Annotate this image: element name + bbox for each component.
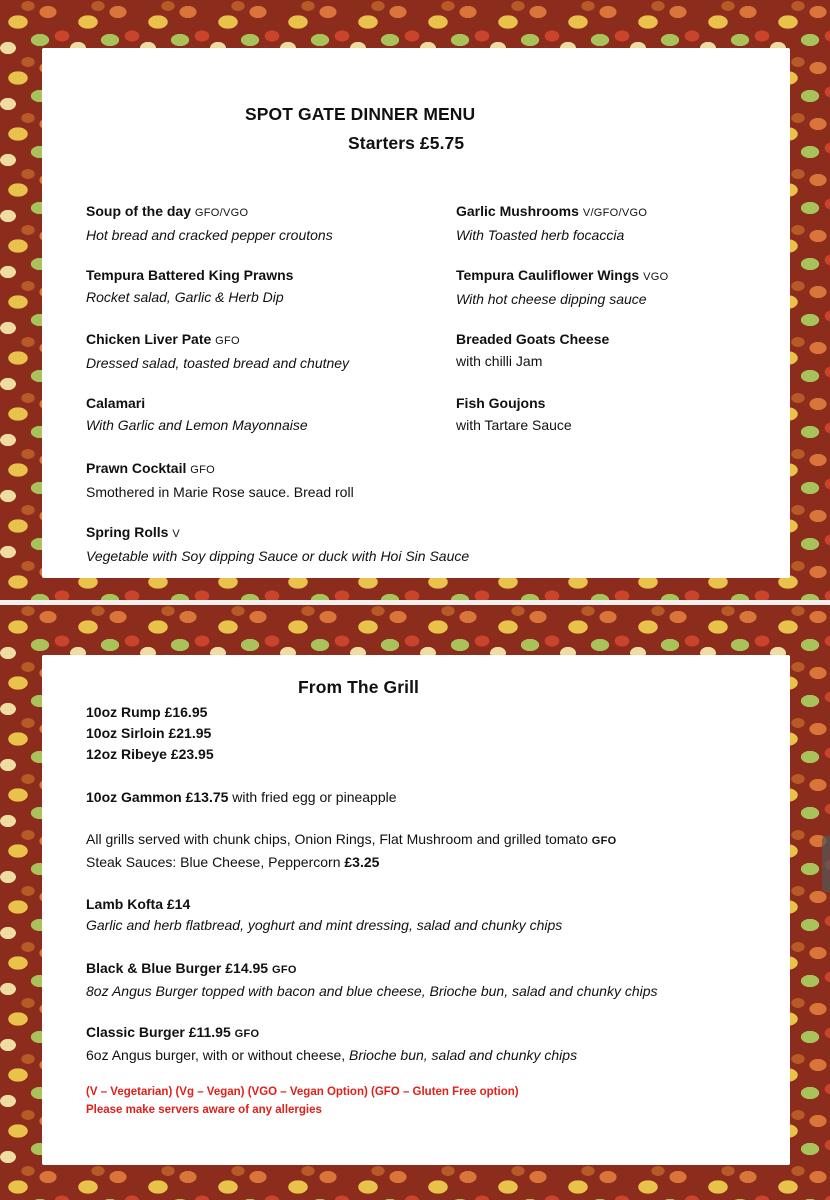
starter-desc: with Tartare Sauce bbox=[456, 416, 572, 433]
starter-item bbox=[456, 265, 816, 310]
steak-item: 12oz Ribeye £23.95 bbox=[86, 746, 214, 762]
classic-name: Classic Burger £11.95 bbox=[86, 1024, 231, 1040]
starter-desc: Hot bread and cracked pepper croutons bbox=[86, 226, 333, 243]
starter-name: Calamari bbox=[86, 395, 146, 411]
classic-tag: GFO bbox=[234, 1028, 260, 1040]
classic-item bbox=[86, 1022, 786, 1066]
starter-item bbox=[86, 458, 446, 503]
starter-name: Chicken Liver Pate bbox=[86, 331, 212, 347]
scroll-handle[interactable] bbox=[822, 836, 830, 892]
starter-tag: GFO bbox=[190, 464, 215, 476]
starter-tag: GFO/VGO bbox=[194, 207, 249, 219]
starter-item bbox=[86, 329, 446, 374]
starter-desc: Vegetable with Soy dipping Sauce or duck with Hoi Sin Sauce bbox=[86, 547, 470, 564]
gammon-item bbox=[86, 787, 786, 808]
starter-item bbox=[456, 201, 816, 246]
black-blue-item bbox=[86, 958, 786, 1002]
steak-item: 10oz Rump £16.95 bbox=[86, 704, 208, 720]
starter-name: Garlic Mushrooms bbox=[456, 203, 579, 219]
sauces-line: Steak Sauces: Blue Cheese, Peppercorn bbox=[86, 854, 345, 870]
starter-name: Fish Goujons bbox=[456, 395, 546, 411]
classic-desc-italic: Brioche bun, salad and chunky chips bbox=[349, 1047, 578, 1063]
allergy-notice: Please make servers aware of any allergies bbox=[86, 1104, 322, 1116]
lamb-desc: Garlic and herb flatbread, yoghurt and mint dressing, salad and chunky chips bbox=[86, 917, 563, 933]
steak-list bbox=[86, 702, 786, 765]
steak-item: 10oz Sirloin £21.95 bbox=[86, 725, 212, 741]
starter-tag: V bbox=[172, 528, 180, 540]
starter-desc: with chilli Jam bbox=[456, 352, 543, 369]
menu-title: SPOT GATE DINNER MENU bbox=[245, 104, 476, 124]
starter-item bbox=[456, 393, 816, 436]
starter-item bbox=[456, 329, 816, 372]
grill-heading: From The Grill bbox=[298, 677, 419, 697]
starters-heading: Starters £5.75 bbox=[348, 133, 465, 153]
grill-note-tag: GFO bbox=[591, 835, 617, 847]
starter-desc: Smothered in Marie Rose sauce. Bread roll bbox=[86, 483, 354, 500]
black-blue-desc: 8oz Angus Burger topped with bacon and blue cheese, Brioche bun, salad and chunky chips bbox=[86, 983, 658, 999]
starter-name: Prawn Cocktail bbox=[86, 460, 187, 476]
grill-note bbox=[86, 829, 786, 873]
black-blue-tag: GFO bbox=[271, 964, 297, 976]
starter-desc: With hot cheese dipping sauce bbox=[456, 290, 647, 307]
gammon-name: 10oz Gammon £13.75 bbox=[86, 789, 229, 805]
classic-desc: 6oz Angus burger, with or without cheese, bbox=[86, 1047, 350, 1063]
gammon-desc: with fried egg or pineapple bbox=[228, 789, 397, 805]
starter-tag: GFO bbox=[215, 335, 240, 347]
starter-name: Spring Rolls bbox=[86, 524, 169, 540]
starter-name: Soup of the day bbox=[86, 203, 191, 219]
starter-tag: VGO bbox=[643, 271, 669, 283]
starter-desc: Dressed salad, toasted bread and chutney bbox=[86, 354, 350, 371]
starter-desc: Rocket salad, Garlic & Herb Dip bbox=[86, 288, 284, 305]
starter-desc: With Garlic and Lemon Mayonnaise bbox=[86, 416, 308, 433]
starter-name: Breaded Goats Cheese bbox=[456, 331, 610, 347]
starter-item bbox=[86, 201, 446, 246]
starter-desc: With Toasted herb focaccia bbox=[456, 226, 625, 243]
grill-note-line: All grills served with chunk chips, Onion Rings, Flat Mushroom and grilled tomato bbox=[86, 831, 592, 847]
starter-item bbox=[86, 393, 446, 436]
sauces-price: £3.25 bbox=[344, 854, 380, 870]
starter-tag: V/GFO/VGO bbox=[582, 207, 648, 219]
starter-item bbox=[86, 265, 446, 308]
black-blue-name: Black & Blue Burger £14.95 bbox=[86, 960, 269, 976]
lamb-name: Lamb Kofta £14 bbox=[86, 896, 191, 912]
starter-name: Tempura Cauliflower Wings bbox=[456, 267, 640, 283]
dietary-key bbox=[86, 1083, 519, 1119]
starter-item bbox=[86, 522, 786, 567]
lamb-item bbox=[86, 894, 786, 936]
starter-name: Tempura Battered King Prawns bbox=[86, 267, 294, 283]
dietary-key-line: (V – Vegetarian) (Vg – Vegan) (VGO – Vegan Option) (GFO – Gluten Free option) bbox=[86, 1086, 519, 1098]
